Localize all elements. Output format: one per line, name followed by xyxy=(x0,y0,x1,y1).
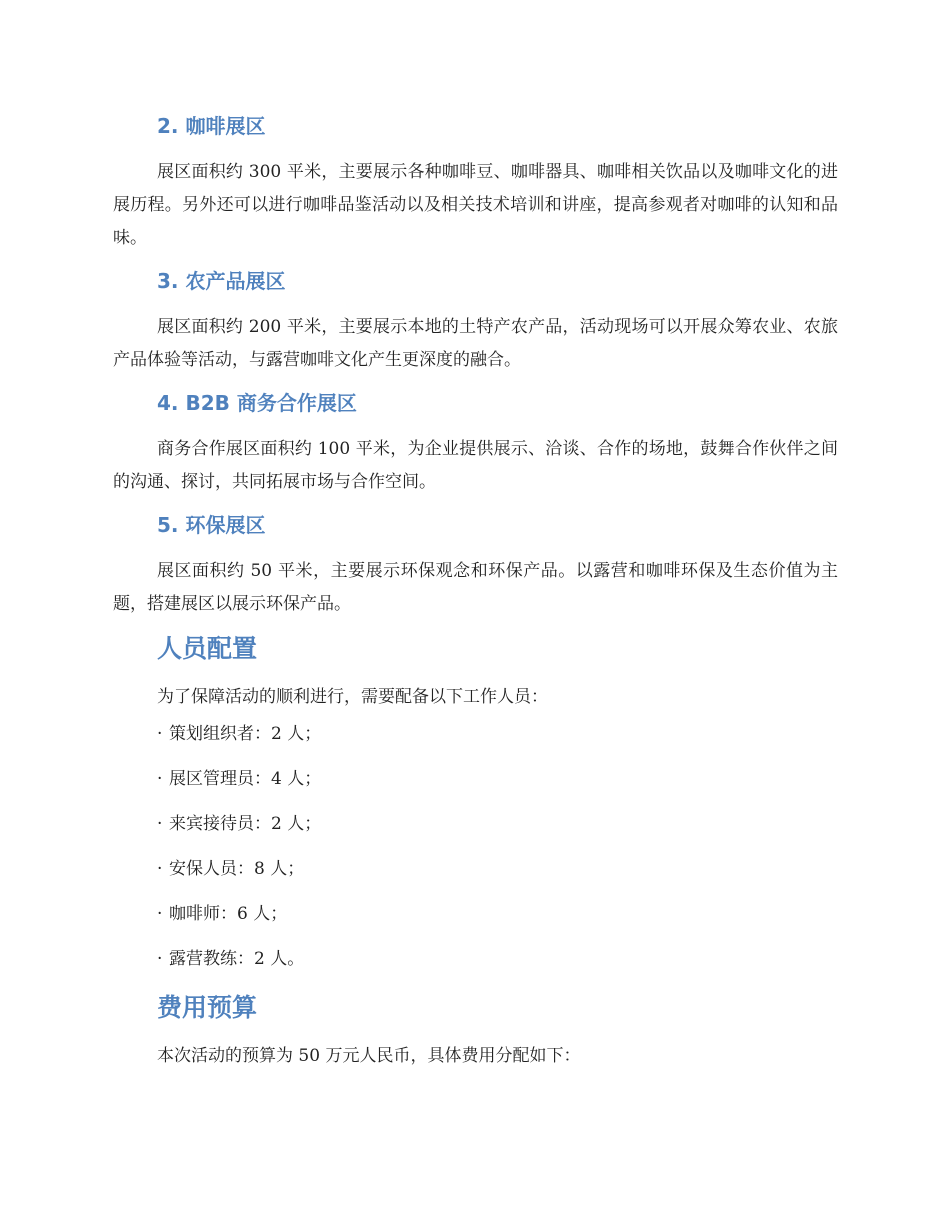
list-item-text: 来宾接待员：2 人； xyxy=(169,814,322,834)
bullet-icon: · xyxy=(157,724,163,744)
section-body: 展区面积约 200 平米，主要展示本地的土特产农产品，活动现场可以开展众筹农业、农旅产品体验等活动，与露营咖啡文化产生更深度的融合。 xyxy=(113,317,838,370)
staffing-intro: 为了保障活动的顺利进行，需要配备以下工作人员： xyxy=(157,687,548,707)
bullet-icon: · xyxy=(157,769,163,789)
section-b2b-zone xyxy=(113,385,838,499)
bullet-icon: · xyxy=(157,859,163,879)
section-cafe-zone xyxy=(113,108,838,255)
list-item-text: 露营教练：2 人。 xyxy=(169,949,305,969)
section-body: 商务合作展区面积约 100 平米，为企业提供展示、洽谈、合作的场地，鼓舞合作伙伴之间的沟通、探讨，共同拓展市场与合作空间。 xyxy=(113,439,838,492)
section-staffing xyxy=(113,629,838,976)
list-item xyxy=(157,718,838,751)
bullet-icon: · xyxy=(157,814,163,834)
section-heading: 4. B2B 商务合作展区 xyxy=(157,391,357,415)
section-body: 展区面积约 300 平米，主要展示各种咖啡豆、咖啡器具、咖啡相关饮品以及咖啡文化的进展历程。另外还可以进行咖啡品鉴活动以及相关技术培训和讲座，提高参观者对咖啡的认知和品味。 xyxy=(113,162,838,248)
staffing-heading: 人员配置 xyxy=(157,634,258,663)
list-item xyxy=(157,853,838,886)
section-body: 展区面积约 50 平米，主要展示环保观念和环保产品。以露营和咖啡环保及生态价值为主题，搭建展区以展示环保产品。 xyxy=(113,561,838,614)
list-item-text: 安保人员：8 人； xyxy=(169,859,305,879)
section-heading: 3. 农产品展区 xyxy=(157,269,286,293)
list-item xyxy=(157,763,838,796)
section-eco-zone xyxy=(113,507,838,621)
bullet-icon: · xyxy=(157,949,163,969)
list-item xyxy=(157,943,838,976)
budget-intro: 本次活动的预算为 50 万元人民币，具体费用分配如下： xyxy=(157,1046,581,1066)
section-heading: 5. 环保展区 xyxy=(157,513,266,537)
bullet-icon: · xyxy=(157,904,163,924)
list-item xyxy=(157,898,838,931)
budget-heading: 费用预算 xyxy=(157,993,258,1022)
list-item-text: 策划组织者：2 人； xyxy=(169,724,322,744)
list-item-text: 咖啡师：6 人； xyxy=(169,904,288,924)
list-item xyxy=(157,808,838,841)
staff-list xyxy=(157,718,838,976)
section-heading: 2. 咖啡展区 xyxy=(157,114,266,138)
document-content xyxy=(113,108,838,1073)
list-item-text: 展区管理员：4 人； xyxy=(169,769,322,789)
section-budget xyxy=(113,988,838,1073)
section-agri-zone xyxy=(113,263,838,377)
